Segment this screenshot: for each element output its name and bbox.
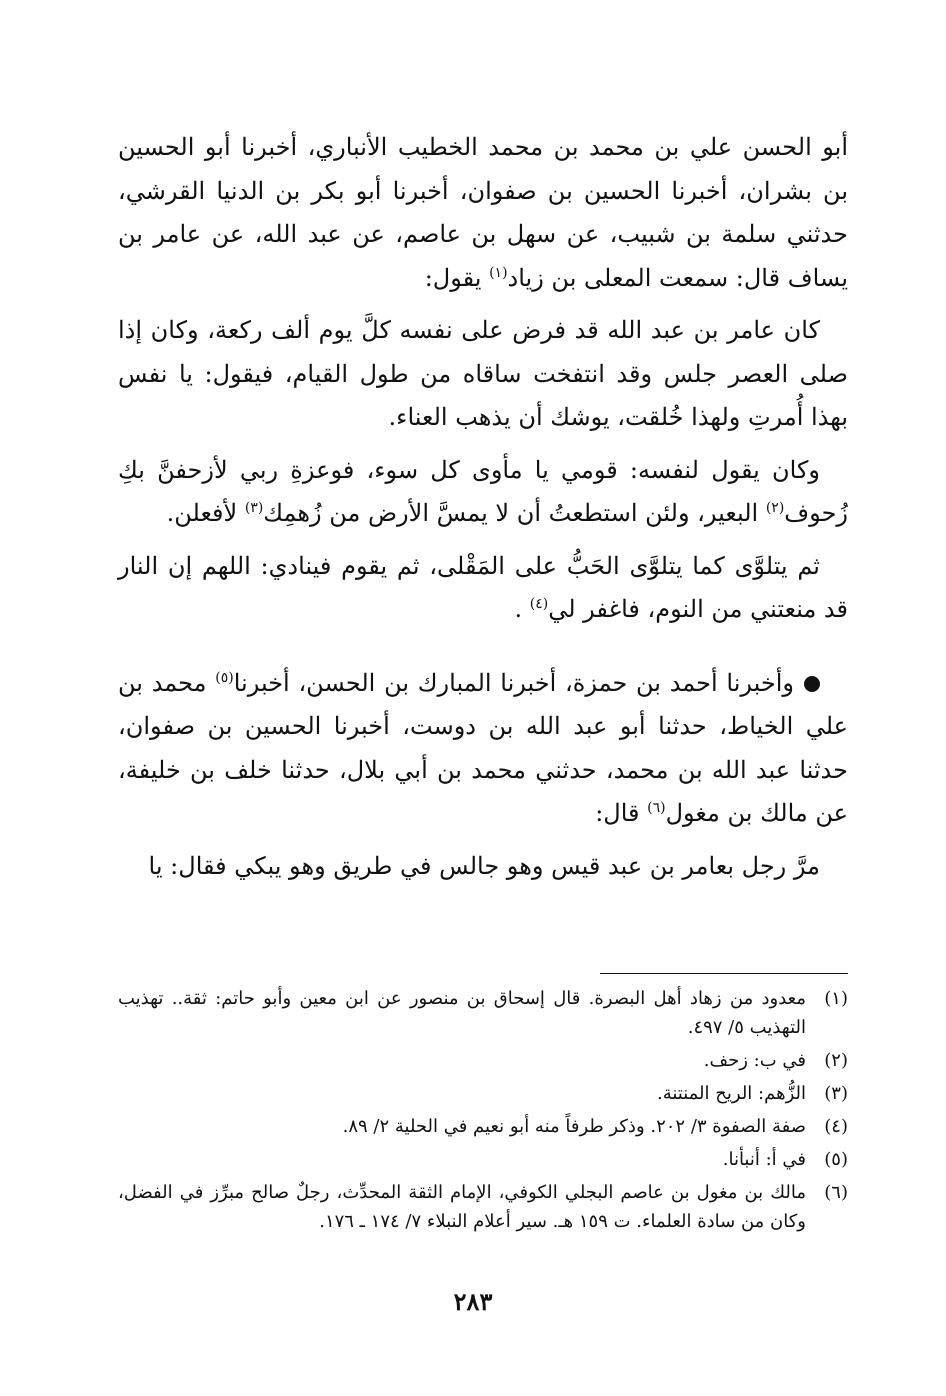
paragraph-narration-4 xyxy=(118,845,848,889)
footnote-text: مالك بن مغول بن عاصم البجلي الكوفي، الإمام الثقة المحدِّث، رجلٌ صالح مبرِّز في الفضل، وكان من سادة العلماء. ت ١٥٩ هـ. سير أعلام النبلاء ٧/ ١٧٤ ـ ١٧٦. xyxy=(118,1182,806,1232)
footnote-text: في أ: أنبأنا. xyxy=(722,1149,806,1170)
footnote-ref-3: (٣) xyxy=(244,500,264,516)
paragraph-text: لأفعلن. xyxy=(166,499,245,527)
paragraph-text: يقول: xyxy=(424,263,490,292)
footnote-ref-5: (٥) xyxy=(215,669,234,686)
footnotes xyxy=(118,984,848,1240)
footnote-1 xyxy=(118,984,848,1042)
paragraph-text: وكان يقول لنفسه: قومي يا مأوى كل سوء، فوعزةِ ربي لأزحفنَّ بكِ زُحوف xyxy=(118,455,848,527)
footnote-text: الزُّهم: الريح المنتنة. xyxy=(656,1083,806,1104)
footnote-number: (٢) xyxy=(824,1050,848,1071)
bullet-dot-icon xyxy=(804,676,820,692)
footnote-text: في ب: زحف. xyxy=(703,1050,806,1071)
paragraph-narration-3 xyxy=(118,545,848,632)
footnote-ref-4: (٤) xyxy=(529,596,549,612)
paragraph-text: قال: xyxy=(595,799,648,827)
main-text xyxy=(118,126,848,897)
footnote-6 xyxy=(118,1178,848,1236)
paragraph-narration-2 xyxy=(118,449,848,536)
footnote-5 xyxy=(118,1145,848,1174)
paragraph-text: . xyxy=(514,595,530,623)
paragraph-text: وأخبرنا أحمد بن حمزة، أخبرنا المبارك بن الحسن، أخبرنا xyxy=(233,668,794,697)
paragraph-text: كان عامر بن عبد الله قد فرض على نفسه كلَّ يوم ألف ركعة، وكان إذا صلى العصر جلس وقد انتفخت ساقاه من طول القيام، فيقول: يا نفس بهذا أُمرتِ ولهذا خُلقت، يوشك أن يذهب العناء. xyxy=(118,316,848,431)
footnote-number: (٥) xyxy=(824,1149,848,1170)
footnote-separator xyxy=(600,973,848,974)
paragraph-isnad-2 xyxy=(118,662,848,836)
paragraph-text: مرَّ رجل بعامر بن عبد قيس وهو جالس في طريق وهو يبكي فقال: يا xyxy=(148,851,820,880)
footnote-text: معدود من زهاد أهل البصرة. قال إسحاق بن منصور عن ابن معين وأبو حاتم: ثقة.. تهذيب التهذيب ٥/ ٤٩٧. xyxy=(118,988,806,1038)
footnote-number: (٣) xyxy=(824,1083,848,1104)
footnote-3 xyxy=(118,1079,848,1108)
footnote-ref-1: (١) xyxy=(489,264,508,281)
footnote-ref-6: (٦) xyxy=(647,800,666,816)
paragraph-isnad-1 xyxy=(118,126,848,300)
footnote-2 xyxy=(118,1046,848,1075)
paragraph-text: ثم يتلوَّى كما يتلوَّى الحَبُّ على المَقْلى، ثم يقوم فينادي: اللهم إن النار قد منعتني من النوم، فاغفر لي xyxy=(118,551,848,623)
paragraph-text: البعير، ولئن استطعتُ أن لا يمسَّ الأرض من زُهمِك xyxy=(263,499,766,527)
footnote-4 xyxy=(118,1112,848,1141)
page-number: ٢٨٣ xyxy=(453,1287,493,1316)
footnote-number: (٤) xyxy=(824,1116,848,1137)
paragraph-narration-1 xyxy=(118,309,848,440)
footnote-text: صفة الصفوة ٣/ ٢٠٢. وذكر طرفاً منه أبو نعيم في الحلية ٢/ ٨٩. xyxy=(342,1116,806,1137)
footnote-ref-2: (٢) xyxy=(765,500,785,516)
footnote-number: (٦) xyxy=(824,1182,848,1203)
footnote-number: (١) xyxy=(824,988,848,1009)
paragraph-text: محمد بن علي الخياط، حدثنا أبو عبد الله بن دوست، أخبرنا الحسين بن صفوان، حدثنا عبد الله بن محمد، حدثني محمد بن أبي بلال، حدثنا خلف بن خليفة، عن مالك بن مغول xyxy=(118,668,849,827)
paragraph-text: أبو الحسن علي بن محمد بن محمد الخطيب الأنباري، أخبرنا أبو الحسين بن بشران، أخبرنا الحسين بن صفوان، أخبرنا أبو بكر بن الدنيا القرشي، حدثني سلمة بن شبيب، عن سهل بن عاصم، عن عبد الله، عن عامر بن يساف قال: سمعت المعلى بن زياد xyxy=(118,133,849,292)
